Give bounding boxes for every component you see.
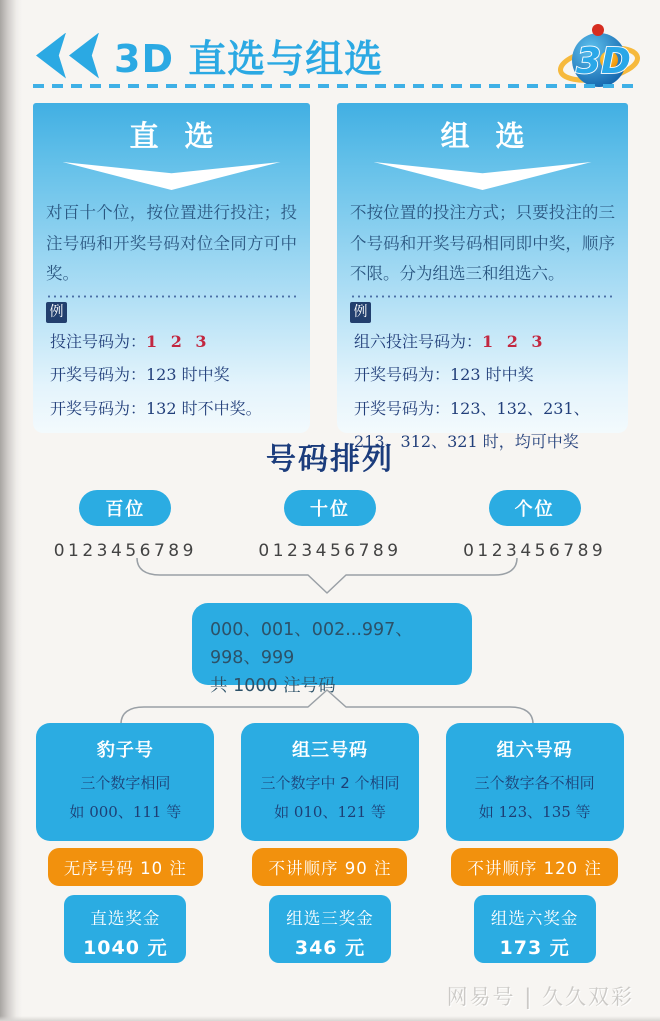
example-badge: 例 <box>46 302 67 323</box>
example-badge: 例 <box>350 302 371 323</box>
order-row <box>23 848 637 886</box>
split-brace-connector <box>114 684 540 726</box>
chevron-left-icon <box>36 33 66 79</box>
panel-description: 不按位置的投注方式；只要投注的三个号码和开奖号码相同即中奖，顺序不限。分为组选三和组选六。 <box>350 203 615 284</box>
position-units <box>463 490 606 561</box>
category-rule: 三个数字各不相同 <box>474 774 595 792</box>
position-hundreds <box>54 490 197 561</box>
logo-text: 3D <box>576 41 631 82</box>
bet-numbers: 1 2 3 <box>146 331 211 351</box>
position-tens <box>258 490 401 561</box>
example-line: 开奖号码为：123、132、231、213、312、321 时，均可中奖 <box>354 398 590 452</box>
category-example: 如 010、121 等 <box>274 803 386 821</box>
category-rule: 三个数字相同 <box>80 774 171 792</box>
category-rule: 三个数字中 2 个相同 <box>260 774 400 792</box>
bet-numbers: 1 2 3 <box>482 331 547 351</box>
chevron-down-icon <box>374 162 592 190</box>
example-label: 投注号码为： <box>50 331 147 351</box>
number-pool-box <box>192 603 472 696</box>
order-badge: 无序号码 10 注 <box>48 848 203 886</box>
category-group3 <box>241 723 419 841</box>
prize-group3 <box>269 895 391 963</box>
section-title: 号码排列 <box>266 442 394 477</box>
panel-direct-selection <box>33 103 310 433</box>
watermark: 网易号 | 久久双彩 <box>446 985 634 1009</box>
digits: 0123456789 <box>258 541 402 561</box>
category-example: 如 123、135 等 <box>478 803 591 821</box>
category-leopard <box>36 723 214 841</box>
chevron-left-icon <box>69 33 99 79</box>
prize-label: 组选三奖金 <box>286 909 374 928</box>
prize-label: 直选奖金 <box>90 909 161 928</box>
dotted-divider <box>46 295 297 298</box>
panel-title: 组 选 <box>440 119 533 153</box>
positions-row <box>23 490 637 561</box>
digits: 0123456789 <box>53 541 197 561</box>
order-badge: 不讲顺序 90 注 <box>252 848 407 886</box>
digits: 0123456789 <box>463 541 607 561</box>
example-label: 组六投注号码为： <box>354 331 483 351</box>
header <box>36 28 383 83</box>
prize-amount: 173 元 <box>499 937 570 959</box>
position-badge: 十位 <box>284 490 376 526</box>
page-title: 3D 直选与组选 <box>114 37 384 81</box>
pool-line: 000、001、002...997、998、999 <box>210 620 413 668</box>
example-line <box>50 325 298 359</box>
category-name: 豹子号 <box>96 740 154 761</box>
category-name: 组三号码 <box>291 740 368 761</box>
prize-direct <box>64 895 186 963</box>
category-row <box>23 723 637 841</box>
dashed-divider <box>33 84 640 88</box>
example-line <box>354 325 616 359</box>
prize-group6 <box>474 895 596 963</box>
merge-brace-connector <box>130 556 530 600</box>
position-badge: 百位 <box>79 490 171 526</box>
chevron-down-icon <box>63 162 281 190</box>
position-badge: 个位 <box>489 490 581 526</box>
lottery-3d-logo-icon <box>554 22 642 92</box>
dotted-divider <box>350 295 615 298</box>
example-line: 开奖号码为：123 时中奖 <box>354 365 534 385</box>
pool-line: 共 1000 注号码 <box>210 676 336 696</box>
example-block <box>33 323 310 426</box>
example-line: 开奖号码为：123 时中奖 <box>50 365 230 385</box>
category-example: 如 000、111 等 <box>69 803 182 821</box>
prize-amount: 1040 元 <box>83 937 168 959</box>
example-line: 开奖号码为：132 时不中奖。 <box>50 398 262 418</box>
category-group6 <box>446 723 624 841</box>
panel-title: 直 选 <box>129 119 222 153</box>
category-name: 组六号码 <box>496 740 573 761</box>
prize-label: 组选六奖金 <box>490 909 579 928</box>
panel-description: 对百十个位，按位置进行投注；投注号码和开奖号码对位全同方可中奖。 <box>46 203 297 284</box>
prize-amount: 346 元 <box>294 937 366 959</box>
order-badge: 不讲顺序 120 注 <box>451 848 617 886</box>
panel-group-selection <box>337 103 628 452</box>
prize-row <box>23 895 637 963</box>
